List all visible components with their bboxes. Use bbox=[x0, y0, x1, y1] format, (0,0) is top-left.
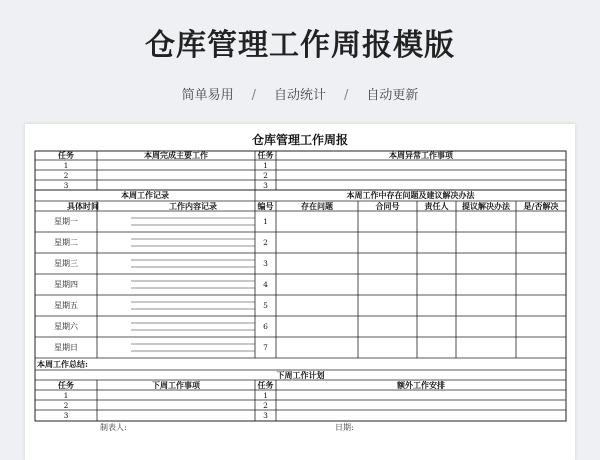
day-label: 星期三 bbox=[54, 259, 78, 268]
feature-list bbox=[0, 84, 600, 103]
issue-number: 5 bbox=[263, 301, 268, 310]
issue-number: 2 bbox=[263, 238, 268, 247]
date-label: 日期: bbox=[335, 423, 354, 432]
next-week-plan-title: 下周工作计划 bbox=[276, 370, 325, 380]
extra-work-header: 额外工作安排 bbox=[397, 380, 445, 390]
issue-number: 1 bbox=[263, 217, 268, 226]
completed-work-header: 本周完成主要工作 bbox=[144, 151, 208, 160]
row-number: 1 bbox=[263, 390, 268, 400]
issue-number: 3 bbox=[263, 259, 268, 268]
day-label: 星期四 bbox=[54, 280, 78, 289]
next-week-items-header: 下周工作事项 bbox=[152, 380, 200, 390]
number-header: 编号 bbox=[257, 201, 274, 211]
row-number: 3 bbox=[263, 180, 268, 190]
day-label: 星期二 bbox=[54, 238, 78, 247]
row-number: 1 bbox=[63, 390, 69, 400]
row-number: 1 bbox=[263, 160, 268, 170]
row-number: 2 bbox=[63, 170, 69, 180]
report-sheet bbox=[25, 124, 575, 460]
work-record-title: 本周工作记录 bbox=[121, 190, 169, 200]
issue-number: 4 bbox=[263, 280, 268, 289]
task-header: 任务 bbox=[257, 151, 274, 160]
day-label: 星期日 bbox=[54, 343, 78, 352]
row-number: 2 bbox=[263, 170, 268, 180]
contract-header: 合同号 bbox=[375, 201, 400, 211]
row-number: 1 bbox=[63, 160, 69, 170]
table-grid bbox=[25, 124, 575, 460]
resolved-header: 是/否解决 bbox=[523, 201, 559, 211]
page-title: 仓库管理工作周报模版 bbox=[145, 28, 455, 63]
task-header: 任务 bbox=[257, 380, 274, 390]
feature-item: 自动更新 bbox=[366, 88, 419, 103]
task-header: 任务 bbox=[58, 151, 74, 160]
row-number: 3 bbox=[263, 411, 268, 420]
issue-number: 7 bbox=[263, 343, 268, 352]
problem-header: 存在问题 bbox=[301, 201, 333, 211]
report-title: 仓库管理工作周报 bbox=[251, 133, 348, 147]
summary-label: 本周工作总结: bbox=[37, 358, 88, 369]
row-number: 2 bbox=[263, 400, 268, 410]
day-label: 星期一 bbox=[54, 217, 78, 226]
solution-header: 提议解决办法 bbox=[462, 201, 510, 211]
feature-item: 自动统计 bbox=[273, 88, 326, 103]
task-header: 任务 bbox=[58, 380, 74, 390]
time-header: 具体时间 bbox=[67, 201, 99, 211]
day-label: 星期五 bbox=[54, 301, 78, 310]
owner-header: 责任人 bbox=[424, 201, 449, 211]
feature-separator: / bbox=[344, 88, 349, 103]
content-header: 工作内容记录 bbox=[169, 201, 217, 211]
row-number: 3 bbox=[63, 411, 69, 420]
row-number: 2 bbox=[63, 400, 69, 410]
day-label: 星期六 bbox=[54, 322, 78, 331]
maker-label: 制表人: bbox=[100, 423, 127, 432]
issues-title: 本周工作中存在问题及建议解决办法 bbox=[346, 190, 475, 200]
abnormal-work-header: 本周异常工作事项 bbox=[389, 151, 453, 160]
feature-item: 简单易用 bbox=[181, 88, 234, 103]
feature-separator: / bbox=[251, 88, 256, 103]
issue-number: 6 bbox=[263, 322, 268, 331]
row-number: 3 bbox=[63, 180, 69, 190]
